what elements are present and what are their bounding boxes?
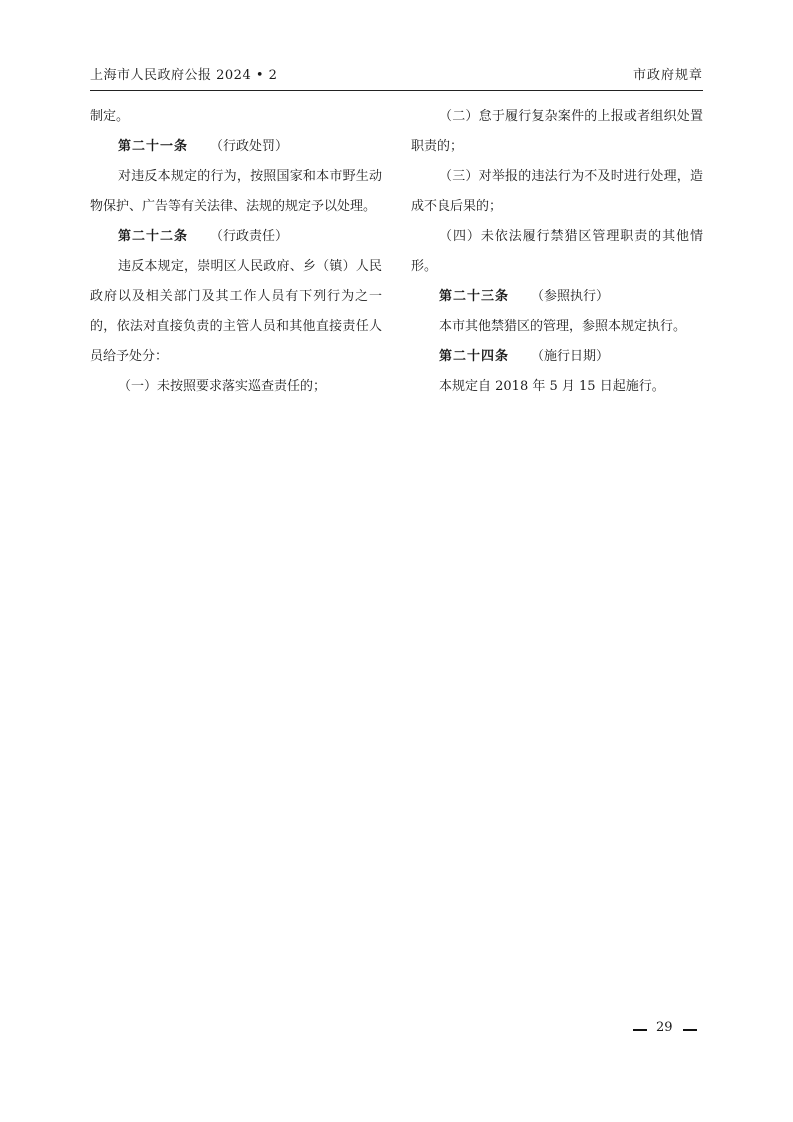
section-title: 市政府规章 [632, 68, 703, 83]
article-21-subtitle: （行政处罚） [210, 139, 289, 154]
article-22-title: 第二十二条 [118, 229, 189, 244]
article-23-title: 第二十三条 [439, 289, 510, 304]
article-22-item-3: （三）对举报的违法行为不及时进行处理，造成不良后果的； [411, 169, 703, 214]
left-column [90, 102, 382, 402]
footer-dash-right [683, 1029, 697, 1031]
page-number: 29 [656, 1020, 673, 1035]
article-22-item-4: （四）未依法履行禁猎区管理职责的其他情形。 [411, 229, 703, 274]
article-23-heading [411, 282, 703, 312]
article-21-body: 对违反本规定的行为，按照国家和本市野生动物保护、广告等有关法律、法规的规定予以处理。 [90, 169, 382, 214]
article-22-subtitle: （行政责任） [210, 229, 289, 244]
article-22-body: 违反本规定，崇明区人民政府、乡（镇）人民政府以及相关部门及其工作人员有下列行为之一的，依法对直接负责的主管人员和其他直接责任人员给予处分： [90, 259, 382, 364]
article-22-item-1: （一）未按照要求落实巡查责任的； [118, 379, 327, 394]
article-24-heading [411, 342, 703, 372]
header-divider [90, 90, 703, 91]
article-23-body: 本市其他禁猎区的管理，参照本规定执行。 [439, 319, 687, 334]
continued-paragraph: 制定。 [90, 109, 130, 124]
article-21-heading [90, 132, 382, 162]
publication-title: 上海市人民政府公报 2024 • 2 [90, 68, 278, 83]
article-24-title: 第二十四条 [439, 349, 510, 364]
article-22-heading [90, 222, 382, 252]
article-24-subtitle: （施行日期） [531, 349, 610, 364]
article-22-item-2: （二）怠于履行复杂案件的上报或者组织处置职责的； [411, 109, 703, 154]
page-footer [633, 1020, 705, 1040]
footer-dash-left [633, 1029, 647, 1031]
page-header [90, 64, 703, 86]
article-24-body: 本规定自 2018 年 5 月 15 日起施行。 [439, 379, 665, 394]
article-23-subtitle: （参照执行） [531, 289, 610, 304]
article-21-title: 第二十一条 [118, 139, 189, 154]
right-column [411, 102, 703, 402]
